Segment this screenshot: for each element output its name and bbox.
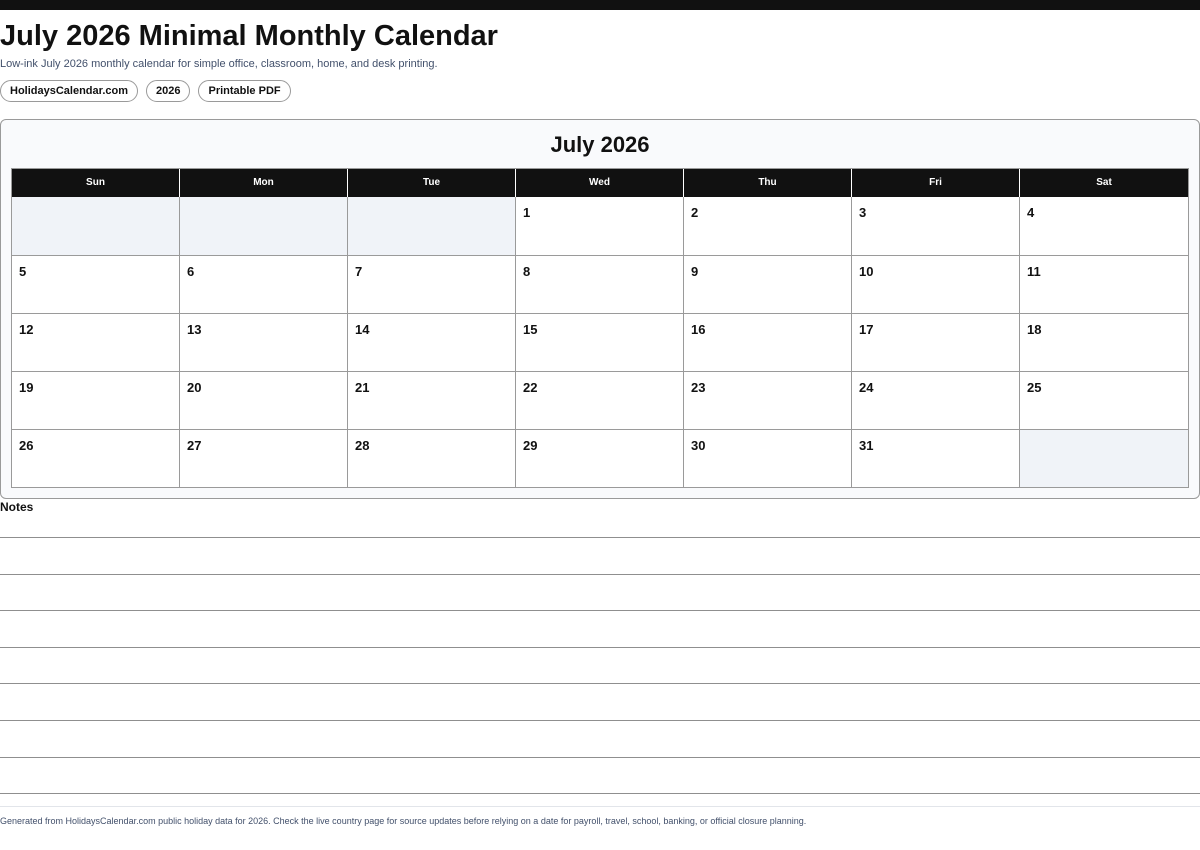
day-cell: 29: [516, 429, 684, 487]
day-cell: 9: [684, 255, 852, 313]
weekday-header-sun: Sun: [12, 169, 180, 197]
notes-line: [0, 574, 1200, 575]
chip-row: [0, 80, 291, 102]
calendar-card: [0, 119, 1200, 499]
day-cell: 26: [12, 429, 180, 487]
top-bar: [0, 0, 1200, 10]
day-cell: 15: [516, 313, 684, 371]
chip-year-link[interactable]: 2026: [146, 80, 190, 102]
day-cell: 21: [348, 371, 516, 429]
weekday-header-mon: Mon: [180, 169, 348, 197]
notes-line: [0, 720, 1200, 721]
day-cell: 20: [180, 371, 348, 429]
weekday-header-fri: Fri: [852, 169, 1020, 197]
day-cell: 7: [348, 255, 516, 313]
notes-line: [0, 793, 1200, 794]
day-cell: 3: [852, 197, 1020, 255]
day-cell: 28: [348, 429, 516, 487]
empty-day-cell: [348, 197, 516, 255]
day-cell: 14: [348, 313, 516, 371]
weekday-header-thu: Thu: [684, 169, 852, 197]
day-cell: 1: [516, 197, 684, 255]
notes-label: Notes: [0, 500, 34, 514]
page-title: July 2026 Minimal Monthly Calendar: [0, 20, 498, 52]
footer-text: Generated from HolidaysCalendar.com public holiday data for 2026. Check the live country page for source updates before relying on a date for payroll, travel, school, banking, or official closure planning.: [0, 816, 807, 826]
day-cell: 16: [684, 313, 852, 371]
weekday-header-wed: Wed: [516, 169, 684, 197]
notes-line: [0, 683, 1200, 684]
day-cell: 2: [684, 197, 852, 255]
day-cell: 8: [516, 255, 684, 313]
calendar-grid: [11, 168, 1189, 488]
chip-printable-pdf-link[interactable]: Printable PDF: [198, 80, 290, 102]
day-cell: 27: [180, 429, 348, 487]
month-title: July 2026: [550, 132, 650, 157]
day-cell: 5: [12, 255, 180, 313]
weekday-header-tue: Tue: [348, 169, 516, 197]
day-cell: 18: [1020, 313, 1188, 371]
chip-site-link[interactable]: HolidaysCalendar.com: [0, 80, 138, 102]
day-cell: 11: [1020, 255, 1188, 313]
notes-line: [0, 537, 1200, 538]
day-cell: 23: [684, 371, 852, 429]
notes-line: [0, 610, 1200, 611]
empty-day-cell: [180, 197, 348, 255]
day-cell: 31: [852, 429, 1020, 487]
day-cell: 10: [852, 255, 1020, 313]
empty-day-cell: [12, 197, 180, 255]
day-cell: 4: [1020, 197, 1188, 255]
day-cell: 12: [12, 313, 180, 371]
day-cell: 22: [516, 371, 684, 429]
day-cell: 25: [1020, 371, 1188, 429]
page-subtitle: Low-ink July 2026 monthly calendar for simple office, classroom, home, and desk printing.: [0, 58, 438, 70]
notes-line: [0, 647, 1200, 648]
weekday-header-sat: Sat: [1020, 169, 1188, 197]
day-cell: 19: [12, 371, 180, 429]
notes-line: [0, 757, 1200, 758]
day-cell: 17: [852, 313, 1020, 371]
day-cell: 6: [180, 255, 348, 313]
footer-divider: [0, 806, 1200, 807]
empty-day-cell: [1020, 429, 1188, 487]
day-cell: 24: [852, 371, 1020, 429]
day-cell: 13: [180, 313, 348, 371]
day-cell: 30: [684, 429, 852, 487]
